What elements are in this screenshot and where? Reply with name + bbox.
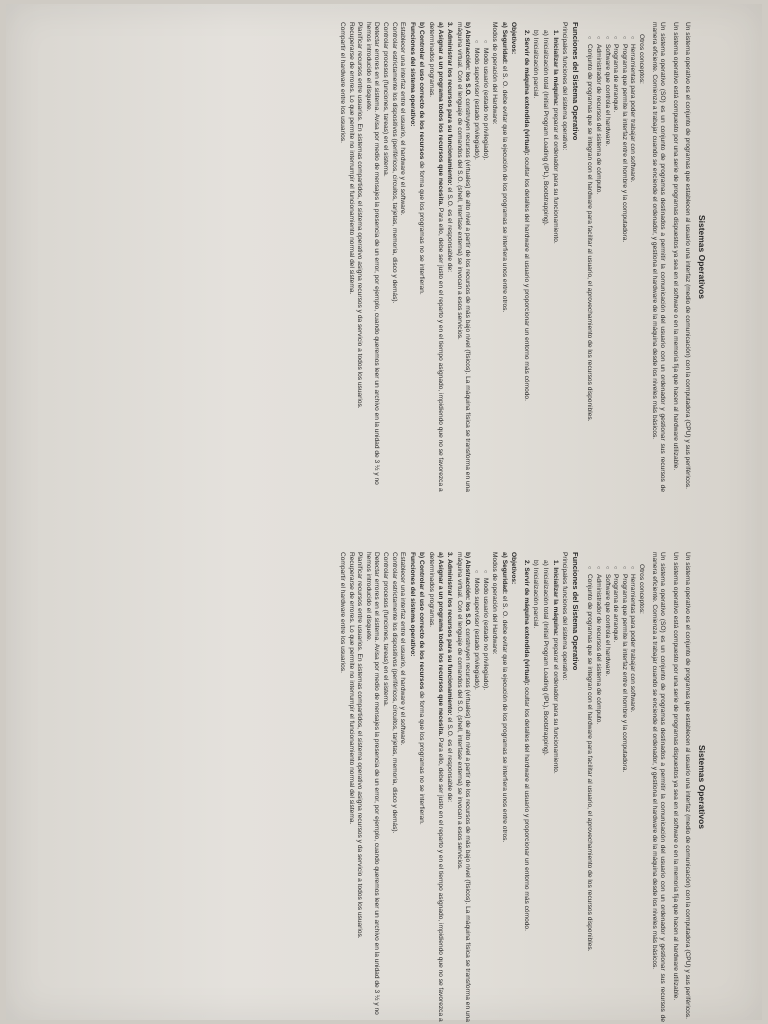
list-item: ○ Programa que permite la interfaz entre el hombre y la computadora. bbox=[619, 574, 628, 1022]
function-2 bbox=[521, 552, 530, 1022]
list-item: ○ Modo usuario (estado no privilegiado). bbox=[480, 578, 489, 1022]
objectives-title: Objetivos: bbox=[510, 552, 518, 585]
function-3-a-label: a) Asignar a un programa todos los recursos que necesita. bbox=[436, 552, 444, 737]
objective-b-text: construyen recursos (virtuales) de alto nivel a partir de los recursos de más bajo nivel (físicos). La máquina física se transforma en una máquina virtual. Con el lenguaje de comandos del S.O. (shell, interfase externa) se invocan a esos servicios. bbox=[455, 552, 472, 1022]
objective-a bbox=[499, 22, 508, 492]
list-item: Recuperarse de errores. Lo que permite no interrumpir el funcionamiento normal del sistema. bbox=[347, 22, 355, 295]
function-1-text: preparar el ordenador para su funcionamiento. bbox=[551, 637, 559, 774]
func-list-title: Funciones del sistema operativo: bbox=[408, 552, 416, 657]
function-2-text: ocultar los detalles del hardware al usuario y proporcionar un entorno más cómodo. bbox=[522, 687, 530, 931]
concepts-list bbox=[585, 22, 637, 492]
intro-paragraph-3: Un sistema operativo (SO) es un conjunto de programas destinados a permitir la comunicación del usuario con un ordenador y gestionar sus recursos de manera eficiente. Comienza a trabajar cuando se enciende el ordenador, y gestiona el hardware de la máquina desde los niveles más básicos. bbox=[650, 552, 667, 1022]
function-2 bbox=[521, 22, 530, 492]
function-3-b-text: de forma que los programas no se interfieran. bbox=[418, 691, 426, 825]
function-3-a-text: Para ello, debe ser justo en el reparto y en el tiempo asignado, impidiendo que no se favorezca a determinados programas. bbox=[427, 22, 444, 492]
objectives-title: Objetivos: bbox=[510, 22, 518, 55]
functions-intro: Principales funciones del sistema operativo: bbox=[561, 22, 569, 151]
list-item: Establecer una interfaz entre el usuario, el hardware y el software. bbox=[399, 22, 407, 216]
list-item: ○ Modo supervisor (estado privilegiado). bbox=[471, 48, 480, 492]
list-item: ○ Conjunto de programas que se integran con el hardware para facilitar al usuario, el aprovechamiento de los recursos disponibles. bbox=[585, 44, 594, 492]
objective-a-label: a) Seguridad: bbox=[500, 22, 508, 65]
scanned-page bbox=[6, 4, 762, 1020]
function-1-label: 1. Inicializar la máquina: bbox=[551, 30, 559, 106]
list-item: ○ Conjunto de programas que se integran con el hardware para facilitar al usuario, el aprovechamiento de los recursos disponibles. bbox=[585, 574, 594, 1022]
list-item: Controlar estrictamente los dispositivos (periféricos, circuitos, tarjetas, memoria, disco y demás). bbox=[390, 552, 398, 834]
function-3-a-label: a) Asignar a un programa todos los recursos que necesita. bbox=[436, 22, 444, 207]
objective-b-text: construyen recursos (virtuales) de alto nivel a partir de los recursos de más bajo nivel (físicos). La máquina física se transforma en una máquina virtual. Con el lenguaje de comandos del S.O. (shell, interfase externa) se invocan a esos servicios. bbox=[455, 22, 472, 492]
intro-paragraph-2: Un sistema operativo está compuesto por una serie de programas dispuestos ya sea en el software o en la memoria fija que hacen al hardware utilizable. bbox=[671, 552, 679, 1001]
list-item: Recuperarse de errores. Lo que permite no interrumpir el funcionamiento normal del sistema. bbox=[347, 552, 355, 825]
function-3 bbox=[445, 22, 454, 492]
function-3-a bbox=[426, 22, 443, 492]
function-2-label: 2. Servir de máquina extendida (virtual): bbox=[522, 30, 530, 156]
list-item: Compartir el hardware entre los usuarios. bbox=[339, 552, 347, 673]
function-3-label: 3. Administrar los recursos para su funcionamiento: bbox=[446, 22, 454, 186]
function-1 bbox=[550, 22, 559, 492]
functions-title: Funciones del Sistema Operativo bbox=[570, 552, 580, 671]
function-1 bbox=[550, 552, 559, 1022]
function-3-b bbox=[417, 552, 426, 1022]
list-item: ○ Software que controla el hardware. bbox=[602, 44, 611, 492]
doc-title: Sistemas Operativos bbox=[697, 214, 707, 300]
document-copy-1 bbox=[339, 22, 707, 492]
list-item: Controlar procesos (funciones, tareas) en el sistema. bbox=[382, 552, 389, 707]
modes-list bbox=[471, 22, 488, 492]
function-3-b-label: b) Controlar el uso correcto de los recursos bbox=[418, 22, 426, 160]
function-1-a: a) Inicialización total (Initial Program Loading (IPL), Bootstrapping). bbox=[542, 30, 550, 226]
modes-heading: Modos de operación del Hardware: bbox=[491, 552, 499, 655]
function-3-a-text: Para ello, debe ser justo en el reparto y en el tiempo asignado, impidiendo que no se favorezca a determinados programas. bbox=[427, 552, 444, 1022]
objective-a-label: a) Seguridad: bbox=[500, 552, 508, 595]
list-item: ○ Programa de arranque. bbox=[611, 574, 620, 1022]
function-1-label: 1. Inicializar la máquina: bbox=[551, 560, 559, 636]
functions-title: Funciones del Sistema Operativo bbox=[570, 22, 580, 141]
list-item: Planificar recursos entre usuarios. En sistemas compartidos, el sistema operativo asigna recursos y da servicio a todos los usuarios. bbox=[356, 552, 364, 939]
list-item: Compartir el hardware entre los usuarios. bbox=[339, 22, 347, 143]
list-item: Detectar errores en el sistema. Avisa por medio de mensajes la presencia de un error, por ejemplo, cuando queremos leer un archivo en la unidad de 3 ½ y no hemos introducido el disquete. bbox=[364, 22, 381, 485]
list-item: Planificar recursos entre usuarios. En sistemas compartidos, el sistema operativo asigna recursos y da servicio a todos los usuarios. bbox=[356, 22, 364, 409]
function-3-a bbox=[426, 552, 443, 1022]
objective-a bbox=[499, 552, 508, 1022]
function-1-a: a) Inicialización total (Initial Program Loading (IPL), Bootstrapping). bbox=[542, 560, 550, 756]
function-2-text: ocultar los detalles del hardware al usuario y proporcionar un entorno más cómodo. bbox=[522, 157, 530, 401]
list-item: ○ Herramientas para poder trabajar con software. bbox=[628, 574, 637, 1022]
list-item: ○ Herramientas para poder trabajar con software. bbox=[628, 44, 637, 492]
list-item: ○ Administrador de recursos del sistema de cómputo. bbox=[593, 44, 602, 492]
modes-list bbox=[471, 552, 488, 1022]
intro-paragraph-1: Un sistema operativo es el conjunto de programas que establecen al usuario una interfaz (medio de comunicación) con la computadora (CPU) y sus periféricos. bbox=[684, 552, 692, 1019]
list-item: Detectar errores en el sistema. Avisa por medio de mensajes la presencia de un error, por ejemplo, cuando queremos leer un archivo en la unidad de 3 ½ y no hemos introducido el disquete. bbox=[364, 552, 381, 1015]
function-1-b: b) Inicialización parcial. bbox=[532, 560, 540, 629]
objective-b-label: b) Abstracción: los S.O. bbox=[464, 22, 472, 97]
intro-paragraph-3: Un sistema operativo (SO) es un conjunto de programas destinados a permitir la comunicación del usuario con un ordenador y gestionar sus recursos de manera eficiente. Comienza a trabajar cuando se enciende el ordenador, y gestiona el hardware de la máquina desde los niveles más básicos. bbox=[650, 22, 667, 492]
list-item: ○ Modo supervisor (estado privilegiado). bbox=[471, 578, 480, 1022]
modes-heading: Modos de operación del Hardware: bbox=[491, 22, 499, 125]
list-item: Controlar procesos (funciones, tareas) en el sistema. bbox=[382, 22, 389, 177]
function-3-text: el S.O. es el responsable de: bbox=[446, 717, 454, 803]
concepts-list bbox=[585, 552, 637, 1022]
func-list-title: Funciones del sistema operativo: bbox=[408, 22, 416, 127]
function-3-text: el S.O. es el responsable de: bbox=[446, 187, 454, 273]
objective-a-text: el S. O. debe evitar que la ejecución de los programas se interfiera unos entre otros. bbox=[500, 595, 508, 843]
objective-b bbox=[454, 22, 471, 492]
list-item: Controlar estrictamente los dispositivos (periféricos, circuitos, tarjetas, memoria, disco y demás). bbox=[390, 22, 398, 304]
function-1-b: b) Inicialización parcial. bbox=[532, 30, 540, 99]
function-3 bbox=[445, 552, 454, 1022]
intro-paragraph-1: Un sistema operativo es el conjunto de programas que establecen al usuario una interfaz (medio de comunicación) con la computadora (CPU) y sus periféricos. bbox=[684, 22, 692, 489]
list-item: ○ Software que controla el hardware. bbox=[602, 574, 611, 1022]
function-3-b-text: de forma que los programas no se interfieran. bbox=[418, 161, 426, 295]
objective-b bbox=[454, 552, 471, 1022]
list-item: ○ Modo usuario (estado no privilegiado). bbox=[480, 48, 489, 492]
objective-b-label: b) Abstracción: los S.O. bbox=[464, 552, 472, 627]
list-item: Establecer una interfaz entre el usuario, el hardware y el software. bbox=[399, 552, 407, 746]
concepts-heading: Otros conceptos: bbox=[638, 564, 646, 614]
function-3-label: 3. Administrar los recursos para su funcionamiento: bbox=[446, 552, 454, 716]
list-item: ○ Programa de arranque. bbox=[611, 44, 620, 492]
function-1-text: preparar el ordenador para su funcionamiento. bbox=[551, 107, 559, 244]
list-item: ○ Administrador de recursos del sistema de cómputo. bbox=[593, 574, 602, 1022]
concepts-heading: Otros conceptos: bbox=[638, 34, 646, 84]
function-3-b bbox=[417, 22, 426, 492]
function-3-b-label: b) Controlar el uso correcto de los recursos bbox=[418, 552, 426, 690]
document-copy-2 bbox=[339, 552, 707, 1022]
list-item: ○ Programa que permite la interfaz entre el hombre y la computadora. bbox=[619, 44, 628, 492]
objective-a-text: el S. O. debe evitar que la ejecución de los programas se interfiera unos entre otros. bbox=[500, 65, 508, 313]
intro-paragraph-2: Un sistema operativo está compuesto por una serie de programas dispuestos ya sea en el software o en la memoria fija que hacen al hardware utilizable. bbox=[671, 22, 679, 471]
function-2-label: 2. Servir de máquina extendida (virtual): bbox=[522, 560, 530, 686]
functions-intro: Principales funciones del sistema operativo: bbox=[561, 552, 569, 681]
doc-title: Sistemas Operativos bbox=[697, 744, 707, 830]
